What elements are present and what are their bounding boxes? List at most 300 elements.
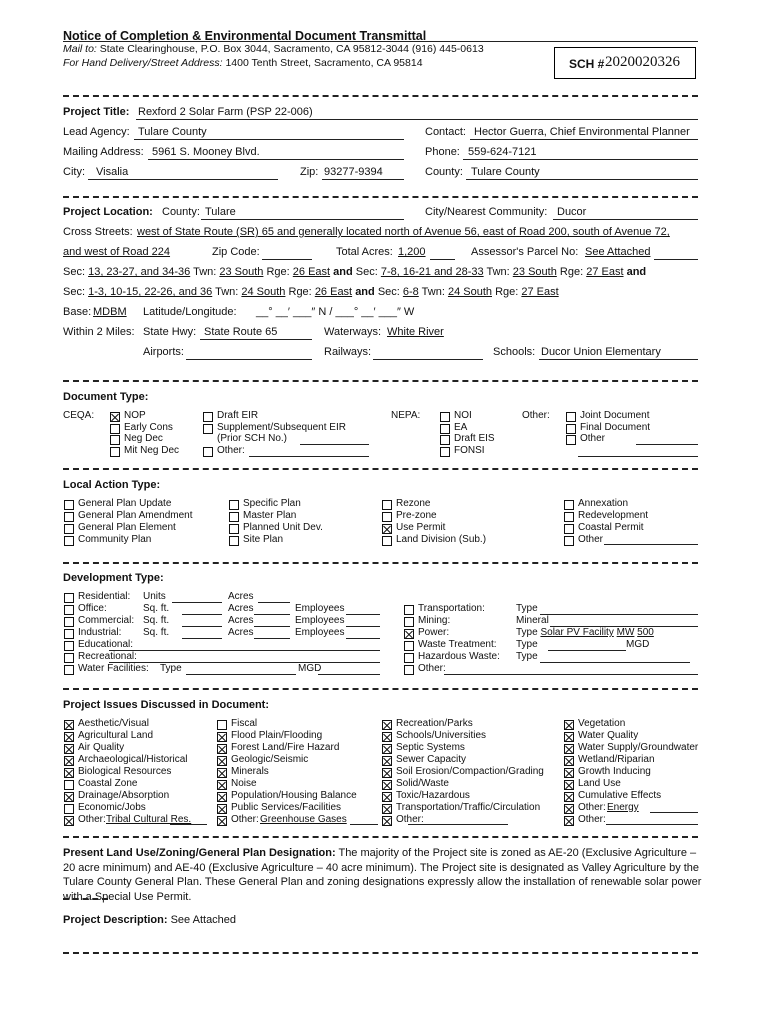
zip-line <box>322 179 404 180</box>
local-action-option-label: Rezone <box>396 498 431 509</box>
power-type-line <box>516 627 654 638</box>
blank-line <box>346 614 380 615</box>
twn-value[interactable]: 23 South <box>219 266 264 278</box>
ceqa-checkbox[interactable] <box>110 412 120 422</box>
ceqa-checkbox[interactable] <box>110 447 120 457</box>
issue-option-label: Economic/Jobs <box>78 802 146 813</box>
project-title-line <box>136 119 698 120</box>
cross-streets-value[interactable]: west of State Route (SR) 65 and generally located north of Avenue 56, east of Road 200, south of Avenue 72, <box>137 226 670 238</box>
development-industrial-checkbox[interactable] <box>64 629 74 639</box>
development-recreational-label: Recreational: <box>78 651 137 662</box>
blank-line <box>346 638 380 639</box>
development-other-checkbox[interactable] <box>404 665 414 675</box>
blank-line <box>346 626 380 627</box>
issue-option-label: Other: <box>396 814 424 825</box>
issue-checkbox[interactable] <box>64 756 74 766</box>
issue-checkbox[interactable] <box>382 792 392 802</box>
rge-label: Rge: <box>266 266 290 278</box>
rge-label: Rge: <box>559 266 584 278</box>
cross-streets-label: Cross Streets: <box>63 226 133 238</box>
hand-delivery-address: 1400 Tenth Street, Sacramento, CA 95814 <box>225 57 423 69</box>
local-action-checkbox[interactable] <box>564 524 574 534</box>
county-line <box>466 179 698 180</box>
other-doc-option-label: Other <box>580 433 606 444</box>
sec-label: Sec: <box>355 266 378 278</box>
sqft-label: Sq. ft. <box>143 615 170 626</box>
other-doc-option-label: Final Document <box>580 421 651 433</box>
blank-line <box>318 674 380 675</box>
divider <box>63 562 698 564</box>
short-divider <box>63 898 108 900</box>
blank-line <box>182 626 222 627</box>
latlong-value[interactable]: __° __′ ___″ N / ___° __′ ___″ W <box>256 306 415 318</box>
issue-option-label: Forest Land/Fire Hazard <box>231 742 340 753</box>
community-value[interactable]: Ducor <box>557 206 587 218</box>
issue-checkbox[interactable] <box>64 816 74 826</box>
sch-label: SCH # <box>569 57 605 71</box>
sec-value[interactable]: 7-8, 16-21 and 28-33 <box>380 266 484 278</box>
rge-value[interactable]: 26 East <box>292 266 331 278</box>
waste-mgd-label: MGD <box>626 639 650 650</box>
project-issues-label: Project Issues Discussed in Document: <box>63 699 270 711</box>
mail-to-line <box>63 43 484 55</box>
contact-label: Contact: <box>425 126 466 138</box>
nepa-label: NEPA: <box>391 410 421 421</box>
waterways-value[interactable]: White River <box>387 326 444 338</box>
lead-agency-value[interactable]: Tulare County <box>138 126 207 138</box>
mw-value[interactable]: 500 <box>637 627 654 638</box>
sch-number-box <box>554 47 696 79</box>
local-action-label: Local Action Type: <box>63 479 161 491</box>
development-office-label: Office: <box>78 603 107 614</box>
local-action-option-label: Coastal Permit <box>578 522 644 533</box>
sec-value[interactable]: 6-8 <box>402 286 419 298</box>
blank-line <box>444 674 698 675</box>
development-hazardous-checkbox[interactable] <box>404 653 414 663</box>
local-action-checkbox[interactable] <box>382 500 392 510</box>
blank-line <box>548 650 626 651</box>
sec-label: Sec: <box>377 286 400 298</box>
zip-code-line <box>262 259 312 260</box>
issue-checkbox[interactable] <box>382 816 392 826</box>
doc-other-line <box>249 456 369 457</box>
project-description <box>63 914 236 926</box>
development-type-label: Development Type: <box>63 572 164 584</box>
ceqa-option-label: Supplement/Subsequent EIR <box>217 421 346 433</box>
issue-checkbox[interactable] <box>382 720 392 730</box>
issue-option-label: Archaeological/Historical <box>78 754 188 765</box>
local-action-option-label: Planned Unit Dev. <box>243 522 323 533</box>
local-action-option-label: Specific Plan <box>243 498 301 509</box>
local-action-checkbox[interactable] <box>229 500 239 510</box>
local-action-checkbox[interactable] <box>64 512 74 522</box>
blank-line <box>186 674 296 675</box>
issue-checkbox[interactable] <box>564 720 574 730</box>
issue-option-label: Water Supply/Groundwater <box>578 742 699 753</box>
rge-label: Rge: <box>495 286 519 298</box>
sqft-label: Sq. ft. <box>143 627 170 638</box>
issue-checkbox[interactable] <box>217 744 227 754</box>
development-educational-label: Educational: <box>78 639 134 650</box>
and-label: and <box>626 266 647 278</box>
apn-line <box>654 259 698 260</box>
blank-line <box>172 602 222 603</box>
twn-value[interactable]: 24 South <box>241 286 286 298</box>
sch-value: 2020020326 <box>605 54 680 70</box>
doc-other-label: Other: <box>522 410 550 421</box>
other-doc-line <box>636 444 698 445</box>
issue-option-label: Land Use <box>578 778 621 789</box>
header-rule <box>63 41 698 42</box>
airports-label: Airports: <box>143 346 184 358</box>
employees-label: Employees <box>295 615 345 626</box>
local-action-option-label: Redevelopment <box>578 510 649 521</box>
employees-label: Employees <box>295 627 345 638</box>
issue-checkbox[interactable] <box>382 756 392 766</box>
mailing-address-line <box>148 159 404 160</box>
acres-label: Acres <box>228 615 254 626</box>
acres-label: Acres <box>228 603 254 614</box>
divider <box>63 196 698 198</box>
local-action-checkbox[interactable] <box>64 524 74 534</box>
blank-line <box>540 614 698 615</box>
issue-option-label: Sewer Capacity <box>396 754 467 765</box>
local-action-option-label: General Plan Amendment <box>78 510 193 521</box>
hand-delivery-label: For Hand Delivery/Street Address: <box>63 57 223 69</box>
blank-line <box>350 824 378 825</box>
phone-label: Phone: <box>425 146 460 158</box>
issue-option-label: Air Quality <box>78 742 125 753</box>
community-label: City/Nearest Community: <box>425 206 548 218</box>
development-power-label: Power: <box>418 627 450 638</box>
blank-line <box>550 626 698 627</box>
issue-option-label: Cumulative Effects <box>578 790 662 801</box>
issue-option-label: Other: <box>78 814 106 825</box>
issue-checkbox[interactable] <box>564 768 574 778</box>
development-mining-checkbox[interactable] <box>404 617 414 627</box>
nepa-checkbox[interactable] <box>440 424 450 434</box>
issue-checkbox[interactable] <box>64 768 74 778</box>
apn-value[interactable]: See Attached <box>585 246 651 258</box>
issue-checkbox[interactable] <box>217 720 227 730</box>
sqft-label: Sq. ft. <box>143 603 170 614</box>
total-acres-line <box>430 259 455 260</box>
blank-line <box>540 662 690 663</box>
twn-value[interactable]: 23 South <box>512 266 557 278</box>
present-land-use-text[interactable]: The majority of the Project site is zoned as AE-20 (Exclusive Agriculture – 20 acre minimum) and AE-40 (Exclusive Agriculture – 40 acre minimum). The Project site is designated as Valley Agriculture by the Tulare County General Plan. These General Plan and zoning designations expressly allow the installation of renewable solar power with a Special Use Permit. <box>63 847 702 903</box>
project-title-value[interactable]: Rexford 2 Solar Farm (PSP 22-006) <box>138 106 313 118</box>
apn-label: Assessor's Parcel No: <box>471 246 579 258</box>
rge-value[interactable]: 27 East <box>521 286 559 298</box>
issue-other-value[interactable]: Energy <box>607 802 639 813</box>
sec-label: Sec: <box>63 286 86 298</box>
power-type-value[interactable]: Solar PV Facility <box>540 627 614 638</box>
issue-checkbox[interactable] <box>64 732 74 742</box>
total-acres-label: Total Acres: <box>336 246 393 258</box>
development-industrial-label: Industrial: <box>78 627 122 638</box>
issue-checkbox[interactable] <box>64 744 74 754</box>
issue-checkbox[interactable] <box>217 780 227 790</box>
issue-option-label: Other: <box>578 814 606 825</box>
issue-checkbox[interactable] <box>217 732 227 742</box>
location-county-label: County: <box>162 206 200 218</box>
other-doc-checkbox[interactable] <box>566 435 576 445</box>
blank-line <box>408 824 508 825</box>
issue-checkbox[interactable] <box>382 768 392 778</box>
rge-value[interactable]: 26 East <box>314 286 353 298</box>
mailing-address-value[interactable]: 5961 S. Mooney Blvd. <box>152 146 260 158</box>
issue-checkbox[interactable] <box>217 804 227 814</box>
issue-checkbox[interactable] <box>382 744 392 754</box>
zip-label: Zip: <box>300 166 319 178</box>
local-other-line <box>604 544 698 545</box>
base-value[interactable]: MDBM <box>93 306 127 318</box>
issue-other-value[interactable]: Tribal Cultural Res. <box>106 814 192 825</box>
schools-value[interactable]: Ducor Union Elementary <box>541 346 661 358</box>
ceqa-checkbox[interactable] <box>110 435 120 445</box>
sec-label: Sec: <box>63 266 86 278</box>
issue-option-label: Drainage/Absorption <box>78 790 170 801</box>
present-land-use-label: Present Land Use/Zoning/General Plan Designation: <box>63 847 336 859</box>
water-type-label: Type <box>160 663 182 674</box>
blank-line <box>182 638 222 639</box>
issue-checkbox[interactable] <box>564 732 574 742</box>
phone-line <box>463 159 698 160</box>
mail-to-address: State Clearinghouse, P.O. Box 3044, Sacramento, CA 95812-3044 (916) 445-0613 <box>99 43 484 55</box>
ceqa-checkbox[interactable] <box>203 412 213 422</box>
issue-option-label: Water Quality <box>578 730 639 741</box>
local-action-option-label: Use Permit <box>396 522 446 533</box>
state-hwy-value[interactable]: State Route 65 <box>204 326 278 338</box>
issue-option-label: Population/Housing Balance <box>231 790 357 801</box>
local-action-checkbox[interactable] <box>382 512 392 522</box>
other-doc-checkbox[interactable] <box>566 412 576 422</box>
local-action-option-label: Other <box>578 534 604 545</box>
development-waste-checkbox[interactable] <box>404 641 414 651</box>
issue-option-label: Coastal Zone <box>78 778 138 789</box>
acres-label: Acres <box>228 627 254 638</box>
type-label: Type <box>516 627 538 638</box>
lead-agency-label: Lead Agency: <box>63 126 130 138</box>
twn-label: Twn: <box>486 266 510 278</box>
issue-checkbox[interactable] <box>564 804 574 814</box>
rge-label: Rge: <box>288 286 312 298</box>
cross-streets-value-cont[interactable]: and west of Road 224 <box>63 246 171 258</box>
development-educational-checkbox[interactable] <box>64 641 74 651</box>
divider <box>63 380 698 382</box>
issue-checkbox[interactable] <box>564 756 574 766</box>
issue-checkbox[interactable] <box>382 732 392 742</box>
local-action-checkbox[interactable] <box>564 536 574 546</box>
state-hwy-line <box>200 339 312 340</box>
issue-option-label: Geologic/Seismic <box>231 754 309 765</box>
local-action-option-label: Annexation <box>578 498 629 509</box>
project-description-label: Project Description: <box>63 914 168 926</box>
nepa-option-label: Draft EIS <box>454 433 495 444</box>
development-hazardous-label: Hazardous Waste: <box>418 651 500 662</box>
local-action-checkbox[interactable] <box>229 512 239 522</box>
document-type-label: Document Type: <box>63 391 149 403</box>
issue-checkbox[interactable] <box>564 816 574 826</box>
sec-value[interactable]: 13, 23-27, and 34-36 <box>88 266 191 278</box>
acres-label: Acres <box>228 591 254 602</box>
development-commercial-checkbox[interactable] <box>64 617 74 627</box>
local-action-option-label: Site Plan <box>243 534 284 545</box>
issue-option-label: Other: <box>231 814 259 825</box>
location-county-value[interactable]: Tulare <box>205 206 236 218</box>
city-line <box>88 179 278 180</box>
other-doc-line-2 <box>578 456 698 457</box>
issue-checkbox[interactable] <box>564 744 574 754</box>
blank-line <box>254 638 290 639</box>
total-acres-value[interactable]: 1,200 <box>398 246 426 258</box>
issue-option-label: Other: <box>578 802 606 813</box>
blank-line <box>258 602 290 603</box>
local-action-checkbox[interactable] <box>64 500 74 510</box>
contact-value[interactable]: Hector Guerra, Chief Environmental Planner <box>474 126 690 138</box>
issue-option-label: Aesthetic/Visual <box>78 718 149 729</box>
local-action-option-label: General Plan Update <box>78 498 172 509</box>
issue-checkbox[interactable] <box>217 756 227 766</box>
phone-value[interactable]: 559-624-7121 <box>468 146 537 158</box>
issue-checkbox[interactable] <box>64 804 74 814</box>
issue-option-label: Vegetation <box>578 718 626 729</box>
local-action-checkbox[interactable] <box>564 512 574 522</box>
railways-line <box>373 359 483 360</box>
within-2-miles-label: Within 2 Miles: <box>63 326 135 338</box>
local-action-checkbox[interactable] <box>64 536 74 546</box>
development-mining-label: Mining: <box>418 615 451 626</box>
other-doc-checkbox[interactable] <box>566 424 576 434</box>
lead-agency-line <box>134 139 404 140</box>
development-recreational-checkbox[interactable] <box>64 653 74 663</box>
issue-checkbox[interactable] <box>382 804 392 814</box>
project-description-value[interactable]: See Attached <box>170 914 237 926</box>
divider <box>63 688 698 690</box>
prior-sch-line <box>300 444 369 445</box>
issue-option-label: Biological Resources <box>78 766 172 777</box>
hand-delivery-line <box>63 57 423 69</box>
issue-checkbox[interactable] <box>217 768 227 778</box>
issue-checkbox[interactable] <box>217 816 227 826</box>
schools-line <box>539 359 698 360</box>
zip-value[interactable]: 93277-9394 <box>324 166 383 178</box>
railways-label: Railways: <box>324 346 372 358</box>
issue-checkbox[interactable] <box>64 720 74 730</box>
ceqa-option-label: Draft EIR <box>217 410 259 421</box>
contact-line <box>470 139 698 140</box>
and-label: and <box>355 286 375 298</box>
ceqa-checkbox[interactable] <box>110 424 120 434</box>
latlong-label: Latitude/Longitude: <box>143 306 237 318</box>
blank-line <box>109 650 380 651</box>
issue-checkbox[interactable] <box>382 780 392 790</box>
issue-checkbox[interactable] <box>217 792 227 802</box>
issue-checkbox[interactable] <box>564 780 574 790</box>
airports-line <box>186 359 312 360</box>
development-office-checkbox[interactable] <box>64 605 74 615</box>
ceqa-checkbox[interactable] <box>203 424 213 434</box>
ceqa-checkbox[interactable] <box>203 447 213 457</box>
local-action-checkbox[interactable] <box>382 524 392 534</box>
waterways-label: Waterways: <box>324 326 382 338</box>
issue-other-value[interactable]: Greenhouse Gases <box>260 814 347 825</box>
nepa-checkbox[interactable] <box>440 447 450 457</box>
development-residential-checkbox[interactable] <box>64 593 74 603</box>
local-action-option-label: Land Division (Sub.) <box>396 534 487 545</box>
city-value[interactable]: Visalia <box>96 166 129 178</box>
issue-checkbox[interactable] <box>64 780 74 790</box>
blank-line <box>254 626 290 627</box>
development-water-checkbox[interactable] <box>64 665 74 675</box>
divider <box>63 952 698 954</box>
state-hwy-label: State Hwy: <box>143 326 197 338</box>
twn-label: Twn: <box>193 266 217 278</box>
nepa-option-label: NOI <box>454 410 472 421</box>
development-water-label: Water Facilities: <box>78 663 149 674</box>
blank-line <box>170 824 207 825</box>
development-power-checkbox[interactable] <box>404 629 414 639</box>
sec-value[interactable]: 1-3, 10-15, 22-26, and 36 <box>88 286 213 298</box>
issue-checkbox[interactable] <box>64 792 74 802</box>
issue-option-label: Recreation/Parks <box>396 718 473 729</box>
ceqa-option-label: Other: <box>217 444 245 456</box>
local-action-option-label: Pre-zone <box>396 510 437 521</box>
ceqa-label: CEQA: <box>63 410 95 421</box>
development-transportation-checkbox[interactable] <box>404 605 414 615</box>
issue-option-label: Noise <box>231 778 257 789</box>
twn-value[interactable]: 24 South <box>447 286 492 298</box>
nepa-checkbox[interactable] <box>440 412 450 422</box>
county-value[interactable]: Tulare County <box>471 166 540 178</box>
local-action-checkbox[interactable] <box>229 536 239 546</box>
issue-option-label: Solid/Waste <box>396 778 449 789</box>
project-location-label: Project Location: <box>63 206 153 218</box>
local-action-checkbox[interactable] <box>382 536 392 546</box>
form-title: Notice of Completion & Environmental Document Transmittal <box>63 29 427 43</box>
present-land-use <box>63 846 703 904</box>
local-action-checkbox[interactable] <box>564 500 574 510</box>
nepa-checkbox[interactable] <box>440 435 450 445</box>
project-title-label: Project Title: <box>63 106 130 118</box>
and-label: and <box>333 266 353 278</box>
blank-line <box>182 614 222 615</box>
county-label: County: <box>425 166 463 178</box>
issue-checkbox[interactable] <box>564 792 574 802</box>
ceqa-option-label: NOP <box>124 410 146 421</box>
issue-option-label: Growth Inducing <box>578 766 651 777</box>
mail-to-label: Mail to: <box>63 43 97 55</box>
issue-option-label: Agricultural Land <box>78 730 154 741</box>
issue-option-label: Toxic/Hazardous <box>396 790 470 801</box>
mgd-label: MGD <box>298 663 322 674</box>
schools-label: Schools: <box>493 346 536 358</box>
issue-option-label: Septic Systems <box>396 742 465 753</box>
mailing-address-label: Mailing Address: <box>63 146 144 158</box>
rge-value[interactable]: 27 East <box>586 266 624 278</box>
hazardous-type-label: Type <box>516 651 538 662</box>
blank-line <box>606 824 698 825</box>
blank-line <box>109 662 380 663</box>
ceqa-option-label: Neg Dec <box>124 433 163 444</box>
sec-line-2 <box>63 286 559 298</box>
city-label: City: <box>63 166 85 178</box>
mineral-label: Mineral <box>516 615 549 626</box>
nepa-option-label: FONSI <box>454 444 485 456</box>
issue-option-label: Wetland/Riparian <box>578 754 655 765</box>
twn-label: Twn: <box>421 286 445 298</box>
local-action-checkbox[interactable] <box>229 524 239 534</box>
